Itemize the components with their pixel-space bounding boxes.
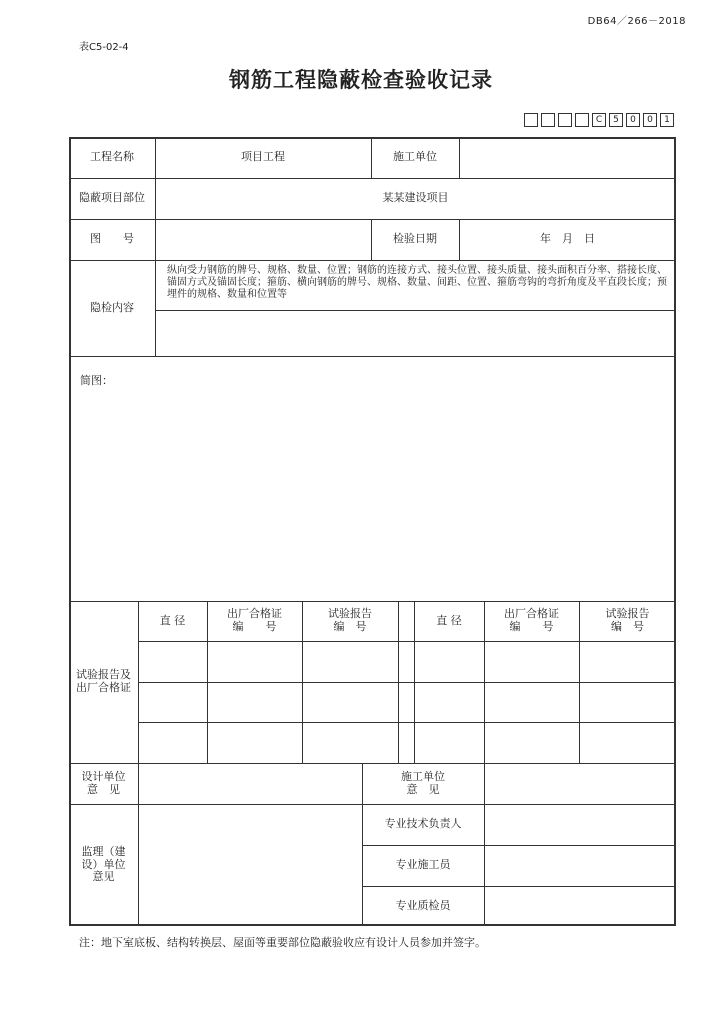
design-unit-opinion-label: 设计单位 意 见 [81, 769, 126, 796]
sketch-area[interactable] [71, 358, 674, 599]
diameter-header: 直 径 [436, 613, 462, 627]
row-divider [138, 682, 676, 683]
code-box [558, 113, 572, 127]
construction-unit-value[interactable] [459, 137, 676, 178]
code-box: 0 [626, 113, 640, 127]
hidden-part-label: 隐蔽项目部位 [79, 191, 145, 205]
supervision-opinion-value[interactable] [138, 804, 362, 926]
code-box [575, 113, 589, 127]
row-divider [69, 356, 676, 357]
form-number: 表C5-02-4 [79, 42, 129, 53]
report-no-header: 试验报告 编 号 [605, 607, 650, 633]
drawing-no-value[interactable] [155, 219, 371, 260]
inspection-date-label: 检验日期 [393, 232, 437, 246]
test-report-label: 试验报告及出厂合格证 [76, 668, 131, 694]
construction-unit-opinion-label: 施工单位 意 见 [401, 769, 445, 796]
diameter-header: 直 径 [159, 613, 186, 627]
code-box: 1 [660, 113, 674, 127]
drawing-no-label: 图 号 [90, 232, 134, 246]
code-box [524, 113, 538, 127]
sketch-label: 简图： [80, 374, 113, 387]
hidden-content-text: 纵向受力钢筋的牌号、规格、数量、位置；钢筋的连接方式、接头位置、接头质量、接头面积百分率、搭接长度、锚固方式及锚固长度；箍筋、横向钢筋的牌号、规格、数量、间距、位置、箍筋弯钩的弯折角度及平直段长度；预埋件的规格、数量和位置等 [167, 265, 667, 300]
certificate-no-header: 出厂合格证 编 号 [504, 607, 559, 633]
code-box: 5 [609, 113, 623, 127]
constructor-label: 专业施工员 [395, 858, 451, 872]
page-title: 钢筋工程隐蔽检查验收记录 [229, 68, 493, 92]
project-name-value[interactable]: 项目工程 [241, 150, 285, 164]
record-code-boxes [524, 113, 674, 127]
col-divider [398, 601, 399, 763]
tech-lead-label: 专业技术负责人 [384, 817, 462, 831]
design-unit-opinion-value[interactable] [138, 763, 362, 804]
hidden-part-value[interactable]: 某某建设项目 [382, 191, 449, 205]
row-divider [138, 641, 676, 642]
construction-unit-opinion-value[interactable] [484, 763, 676, 804]
standard-number: DB64／266－2018 [587, 16, 686, 27]
supervision-opinion-label: 监理（建设）单位 意见 [81, 845, 126, 884]
constructor-signature[interactable] [484, 845, 676, 886]
tech-lead-signature[interactable] [484, 804, 676, 845]
code-box [541, 113, 555, 127]
hidden-content-label: 隐检内容 [90, 300, 134, 314]
code-box: 0 [643, 113, 657, 127]
inspection-date-value[interactable]: 年 月 日 [540, 232, 595, 246]
row-divider [155, 310, 676, 311]
quality-inspector-label: 专业质检员 [395, 898, 451, 912]
project-name-label: 工程名称 [90, 150, 134, 164]
row-divider [138, 722, 676, 723]
quality-inspector-signature[interactable] [484, 886, 676, 926]
certificate-no-header: 出厂合格证 编 号 [227, 607, 282, 633]
row-divider [69, 260, 676, 261]
report-no-header: 试验报告 编 号 [328, 607, 372, 633]
code-box: C [592, 113, 606, 127]
footer-note: 注：地下室底板、结构转换层、屋面等重要部位隐蔽验收应有设计人员参加并签字。 [79, 936, 486, 949]
construction-unit-label: 施工单位 [393, 150, 437, 164]
